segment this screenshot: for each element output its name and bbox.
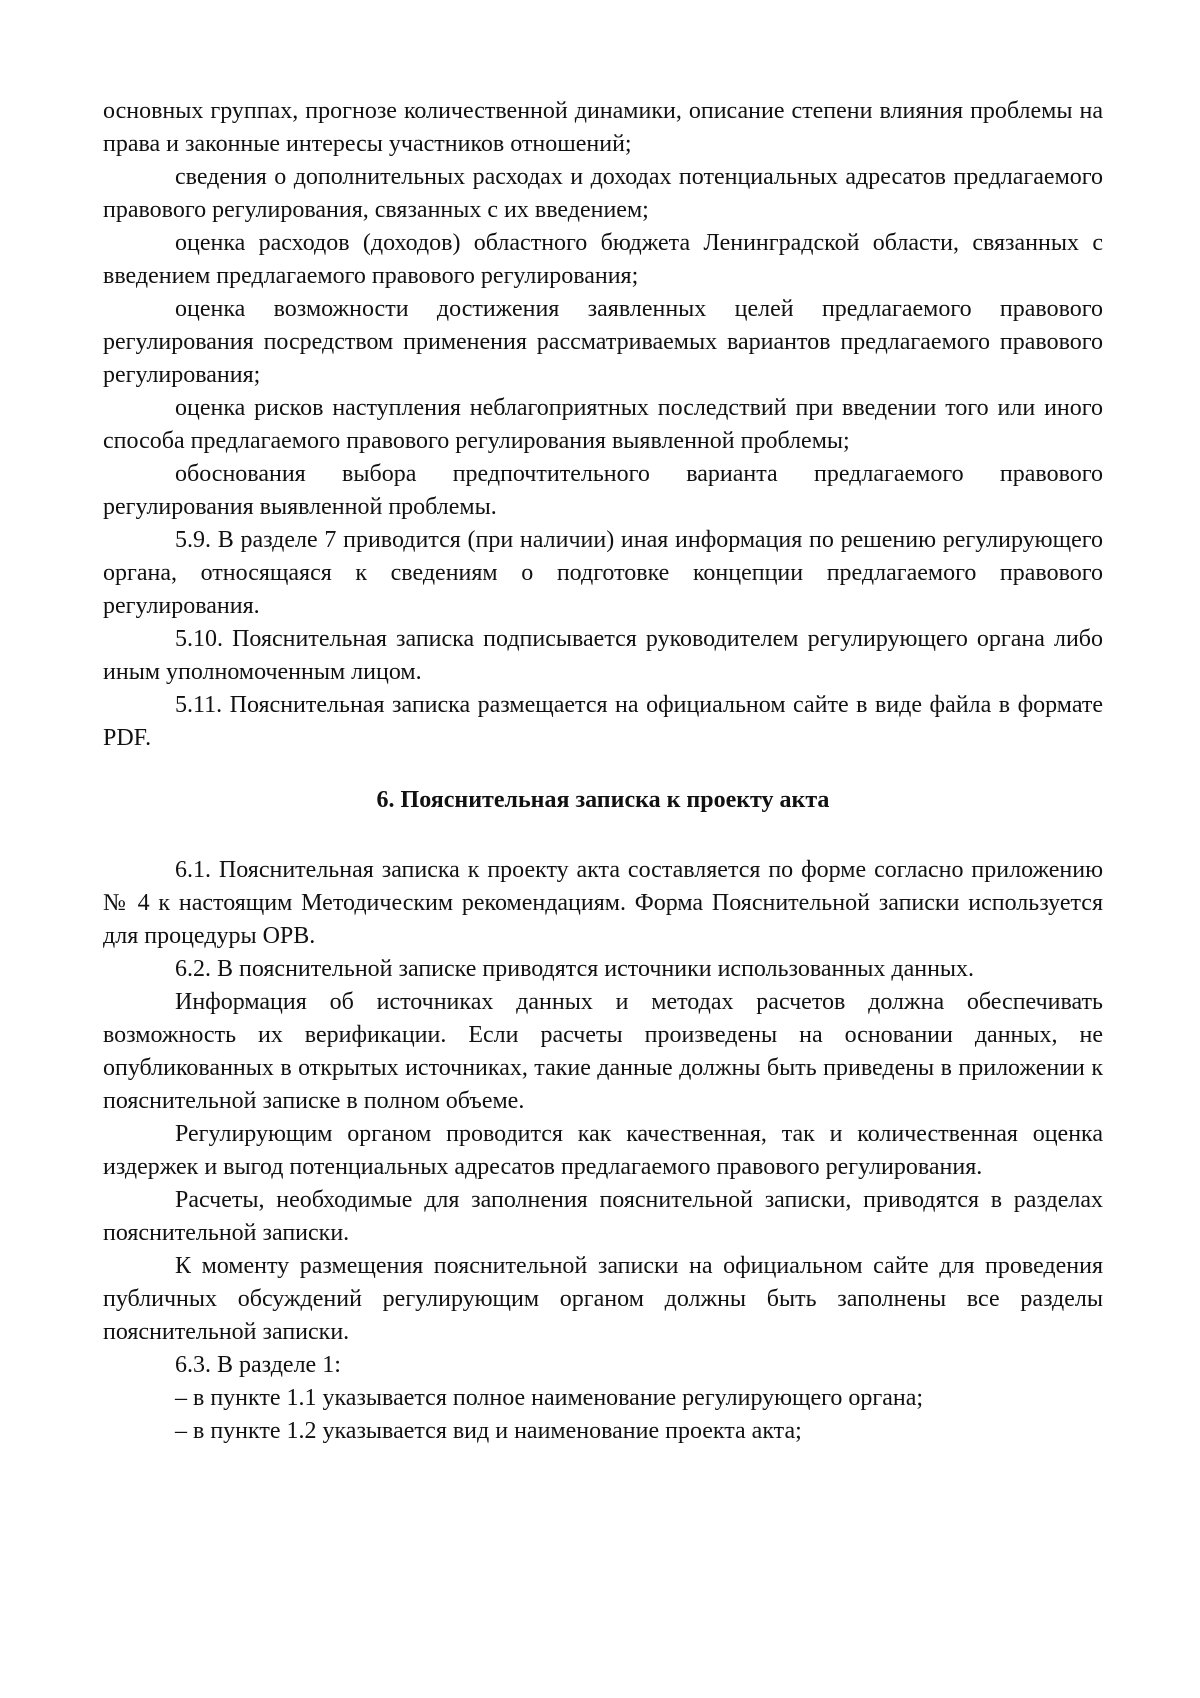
- paragraph-continued-groups: основных группах, прогнозе количественной динамики, описание степени влияния проблемы на права и законные интересы участников отношений;: [103, 98, 1103, 157]
- paragraph-5-10: 5.10. Пояснительная записка подписывается руководителем регулирующего органа либо иным уполномоченным лицом.: [103, 626, 1103, 685]
- paragraph-6-2: 6.2. В пояснительной записке приводятся источники использованных данных.: [175, 956, 975, 982]
- paragraph-risk-assessment: оценка рисков наступления неблагоприятных последствий при введении того или иного способа предлагаемого правового регулирования выявленной проблемы;: [103, 395, 1103, 454]
- paragraph-data-sources: Информация об источниках данных и методах расчетов должна обеспечивать возможность их верификации. Если расчеты произведены на основании данных, не опубликованных в открытых источниках, такие данные должны быть приведены в приложении к пояснительной записке в полном объеме.: [103, 989, 1103, 1114]
- paragraph-calculations: Расчеты, необходимые для заполнения пояснительной записки, приводятся в разделах пояснительной записки.: [103, 1187, 1103, 1246]
- paragraph-5-11: 5.11. Пояснительная записка размещается на официальном сайте в виде файла в формате PDF.: [103, 692, 1103, 751]
- paragraph-6-3: 6.3. В разделе 1:: [175, 1352, 341, 1378]
- list-item-1-1: – в пункте 1.1 указывается полное наименование регулирующего органа;: [175, 1385, 924, 1411]
- paragraph-5-9: 5.9. В разделе 7 приводится (при наличии) иная информация по решению регулирующего органа, относящаяся к сведениям о подготовке концепции предлагаемого правового регулирования.: [103, 527, 1103, 619]
- paragraph-6-1: 6.1. Пояснительная записка к проекту акта составляется по форме согласно приложению № 4 к настоящим Методическим рекомендациям. Форма Пояснительной записки используется для процедуры ОРВ.: [103, 857, 1103, 949]
- paragraph-option-justification: обоснования выбора предпочтительного варианта предлагаемого правового регулирования выявленной проблемы.: [103, 461, 1103, 520]
- paragraph-publication: К моменту размещения пояснительной записки на официальном сайте для проведения публичных обсуждений регулирующим органом должны быть заполнены все разделы пояснительной записки.: [103, 1253, 1103, 1345]
- list-item-1-2: – в пункте 1.2 указывается вид и наименование проекта акта;: [175, 1418, 802, 1444]
- paragraph-cost-benefit: Регулирующим органом проводится как качественная, так и количественная оценка издержек и выгод потенциальных адресатов предлагаемого правового регулирования.: [103, 1121, 1103, 1180]
- paragraph-goals-assessment: оценка возможности достижения заявленных целей предлагаемого правового регулирования посредством применения рассматриваемых вариантов предлагаемого правового регулирования;: [103, 296, 1103, 388]
- paragraph-budget-assessment: оценка расходов (доходов) областного бюджета Ленинградской области, связанных с введением предлагаемого правового регулирования;: [103, 230, 1103, 289]
- document-body: [103, 95, 1103, 1448]
- section-heading: 6. Пояснительная записка к проекту акта: [376, 787, 830, 813]
- paragraph-additional-expenses: сведения о дополнительных расходах и доходах потенциальных адресатов предлагаемого правового регулирования, связанных с их введением;: [103, 164, 1103, 223]
